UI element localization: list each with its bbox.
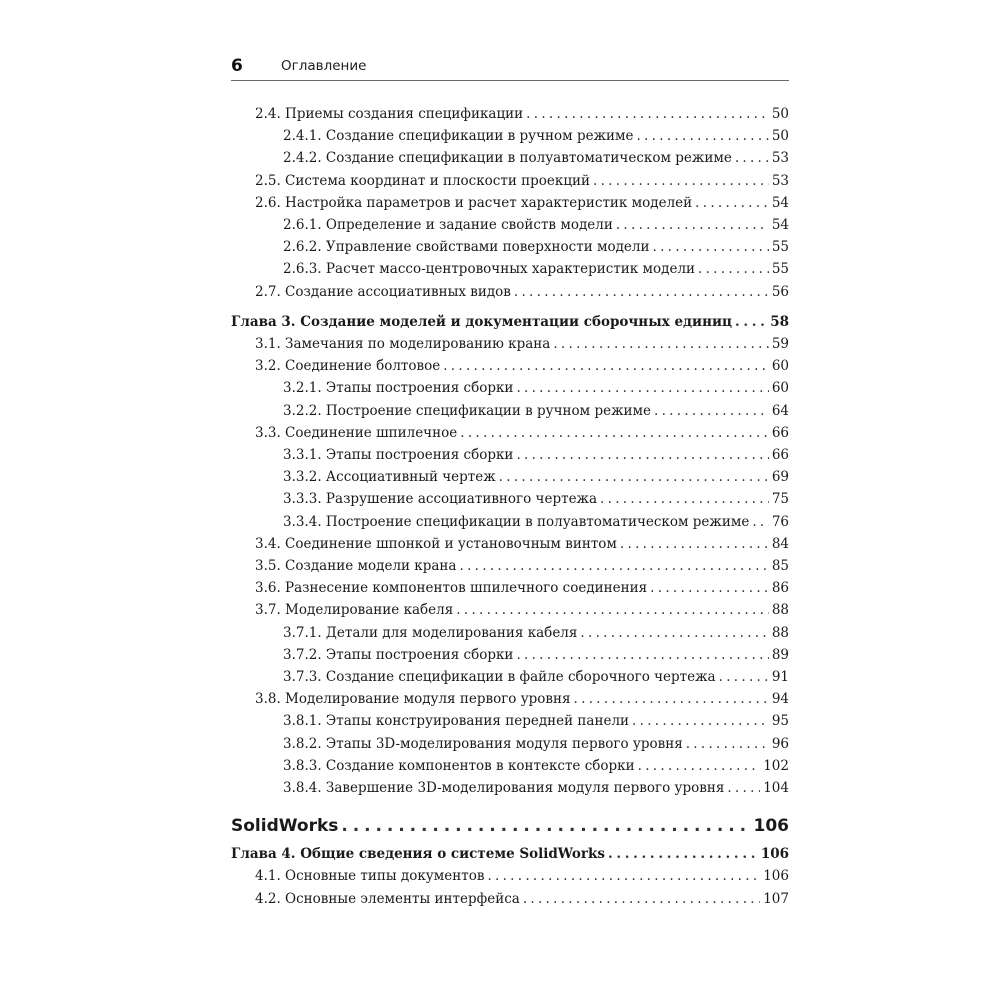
toc-entry-title: 3.8.4. Завершение 3D-моделирования модуля первого уровня: [283, 780, 725, 796]
toc-entry-page: 76: [771, 513, 789, 530]
toc-entry: [231, 577, 789, 599]
toc-entry: [231, 533, 789, 555]
toc-entry: [231, 333, 789, 355]
toc-entry: [231, 688, 789, 710]
dot-leader: [654, 400, 769, 422]
dot-leader: [727, 777, 760, 799]
toc-entry-title: 3.6. Разнесение компонентов шпилечного соединения: [255, 580, 648, 597]
toc-entry: [231, 103, 789, 125]
toc-entry-page: 104: [763, 780, 789, 796]
toc-entry-page: 60: [771, 358, 789, 375]
toc-entry: [231, 777, 789, 799]
dot-leader: [456, 599, 769, 621]
toc-entry-page: 66: [771, 424, 789, 441]
toc-entry-title: 3.3.1. Этапы построения сборки: [283, 447, 514, 463]
toc-entry-page: 91: [771, 669, 789, 685]
toc-entry-title: 3.7.2. Этапы построения сборки: [283, 646, 514, 663]
toc-entry: [231, 666, 789, 688]
toc-entry: [231, 555, 789, 577]
toc-entry: [231, 865, 789, 887]
toc-entry: [231, 488, 789, 510]
toc-entry-title: 2.5. Система координат и плоскости проекций: [255, 172, 590, 189]
toc-entry: [231, 644, 789, 666]
toc-entry: [231, 258, 789, 280]
toc-entry-title: 3.3.3. Разрушение ассоциативного чертежа: [283, 491, 598, 508]
toc-entry-page: 107: [763, 890, 789, 907]
toc-entry-page: 89: [771, 646, 789, 663]
toc-entry-title: 2.6.1. Определение и задание свойств модели: [283, 217, 613, 233]
dot-leader: [695, 192, 769, 214]
dot-leader: [632, 710, 769, 732]
toc-entry-title: 2.6. Настройка параметров и расчет характеристик моделей: [255, 194, 693, 211]
dot-leader: [499, 466, 769, 488]
dot-leader: [523, 888, 760, 910]
toc-entry: [231, 422, 789, 444]
dot-leader: [638, 755, 761, 777]
running-title: Оглавление: [281, 58, 367, 74]
toc-entry-title: 4.2. Основные элементы интерфейса: [255, 890, 520, 907]
toc-entry-page: 50: [771, 128, 789, 145]
toc-entry-title: 3.7. Моделирование кабеля: [255, 602, 454, 619]
toc-entry-page: 54: [771, 194, 789, 211]
toc-entry-title: 3.7.3. Создание спецификации в файле сборочного чертежа: [283, 669, 716, 685]
toc-entry-page: 50: [771, 106, 789, 122]
toc-entry: [231, 622, 789, 644]
dot-leader: [653, 236, 769, 258]
dot-leader: [526, 103, 769, 125]
toc-entry-page: 53: [771, 150, 789, 167]
toc-entry-page: 84: [771, 535, 789, 552]
toc-entry: [231, 377, 789, 399]
toc-entry-page: 75: [771, 491, 789, 508]
toc-entry: [231, 147, 789, 169]
toc-chapter-heading: [231, 311, 789, 333]
toc-entry-page: 86: [771, 580, 789, 597]
toc-entry: [231, 755, 789, 777]
toc-entry-page: 88: [771, 624, 789, 641]
toc-entry-page: 54: [771, 217, 789, 233]
running-header: [231, 56, 789, 81]
dot-leader: [686, 733, 769, 755]
toc-entry-page: 59: [771, 336, 789, 352]
toc-entry-title: 2.4. Приемы создания спецификации: [255, 106, 524, 122]
toc-entry: [231, 710, 789, 732]
toc-entry-title: 3.2.1. Этапы построения сборки: [283, 380, 514, 397]
toc-entry-page: 106: [763, 868, 789, 885]
toc-entry-title: 3.3. Соединение шпилечное: [255, 424, 458, 441]
toc-entry-title: 3.4. Соединение шпонкой и установочным винтом: [255, 535, 617, 552]
toc-entry: [231, 170, 789, 192]
dot-leader: [443, 355, 769, 377]
toc-entry: [231, 444, 789, 466]
dot-leader: [580, 622, 768, 644]
toc-entry: [231, 511, 789, 533]
dot-leader: [752, 511, 769, 533]
toc-entry-title: 3.3.4. Построение спецификации в полуавтоматическом режиме: [283, 513, 750, 530]
dot-leader: [719, 666, 769, 688]
toc-entry-title: 3.3.2. Ассоциативный чертеж: [283, 469, 496, 486]
toc-entry: [231, 888, 789, 910]
toc-entry-page: 53: [771, 172, 789, 189]
toc-entry-title: 3.2.2. Построение спецификации в ручном режиме: [283, 402, 652, 419]
toc-entry-title: 2.4.1. Создание спецификации в ручном режиме: [283, 128, 634, 145]
toc-entry-page: 85: [771, 558, 789, 574]
toc-entry-title: 3.8.2. Этапы 3D-моделирования модуля первого уровня: [283, 735, 683, 752]
dot-leader: [735, 147, 769, 169]
toc-entry: [231, 599, 789, 621]
page-number: 6: [231, 56, 243, 76]
toc-entry-title: 2.7. Создание ассоциативных видов: [255, 283, 511, 300]
toc-entry-page: 56: [771, 283, 789, 300]
toc-entry-title: SolidWorks: [231, 816, 339, 837]
toc-entry-title: 3.8.3. Создание компонентов в контексте сборки: [283, 757, 635, 774]
toc-chapter-heading: [231, 843, 789, 865]
toc-entry-title: Глава 4. Общие сведения о системе SolidWorks: [231, 846, 605, 863]
toc-entry: [231, 214, 789, 236]
toc-part-heading: [231, 813, 789, 839]
dot-leader: [514, 281, 769, 303]
dot-leader: [460, 422, 769, 444]
toc-entry-page: 95: [771, 713, 789, 730]
toc-entry-page: 55: [771, 261, 789, 278]
toc-entry-title: 2.6.3. Расчет массо-центровочных характеристик модели: [283, 261, 696, 278]
dot-leader: [616, 214, 769, 236]
toc-entry: [231, 192, 789, 214]
toc-entry-page: 55: [771, 239, 789, 256]
toc-entry-page: 66: [771, 447, 789, 463]
toc-entry-page: 88: [771, 602, 789, 619]
dot-leader: [553, 333, 768, 355]
dot-leader: [516, 377, 768, 399]
dot-leader: [487, 865, 760, 887]
toc-entry-title: 3.5. Создание модели крана: [255, 558, 457, 574]
toc-entry-title: 3.7.1. Детали для моделирования кабеля: [283, 624, 578, 641]
dot-leader: [593, 170, 769, 192]
dot-leader: [341, 813, 750, 839]
toc-entry-title: 4.1. Основные типы документов: [255, 868, 485, 885]
toc-entry-title: 3.8. Моделирование модуля первого уровня: [255, 691, 571, 708]
dot-leader: [574, 688, 769, 710]
dot-leader: [735, 311, 767, 333]
dot-leader: [516, 444, 768, 466]
dot-leader: [650, 577, 769, 599]
dot-leader: [608, 843, 758, 865]
toc-entry: [231, 281, 789, 303]
toc-entry: [231, 400, 789, 422]
toc-entry-page: 69: [771, 469, 789, 486]
toc-entry-page: 106: [760, 846, 789, 863]
toc-entry: [231, 236, 789, 258]
toc-entry-title: 3.2. Соединение болтовое: [255, 358, 441, 375]
toc-entry-page: 60: [771, 380, 789, 397]
toc-entry-page: 96: [771, 735, 789, 752]
toc-entry: [231, 355, 789, 377]
toc-entry-page: 106: [753, 816, 789, 837]
toc-entry-title: 2.6.2. Управление свойствами поверхности модели: [283, 239, 650, 256]
toc-entry-title: Глава 3. Создание моделей и документации сборочных единиц: [231, 313, 732, 330]
toc-entry-title: 3.8.1. Этапы конструирования передней панели: [283, 713, 630, 730]
toc-entry-page: 58: [770, 313, 789, 330]
dot-leader: [459, 555, 768, 577]
dot-leader: [516, 644, 768, 666]
toc-entry: [231, 125, 789, 147]
toc-entry-page: 94: [771, 691, 789, 708]
toc-entry-page: 102: [763, 757, 789, 774]
dot-leader: [620, 533, 769, 555]
toc-entry-page: 64: [771, 402, 789, 419]
dot-leader: [698, 258, 769, 280]
toc-entry: [231, 733, 789, 755]
dot-leader: [637, 125, 769, 147]
dot-leader: [600, 488, 769, 510]
toc-entry: [231, 466, 789, 488]
toc-entry-title: 3.1. Замечания по моделированию крана: [255, 336, 551, 352]
toc-entry-title: 2.4.2. Создание спецификации в полуавтоматическом режиме: [283, 150, 732, 167]
